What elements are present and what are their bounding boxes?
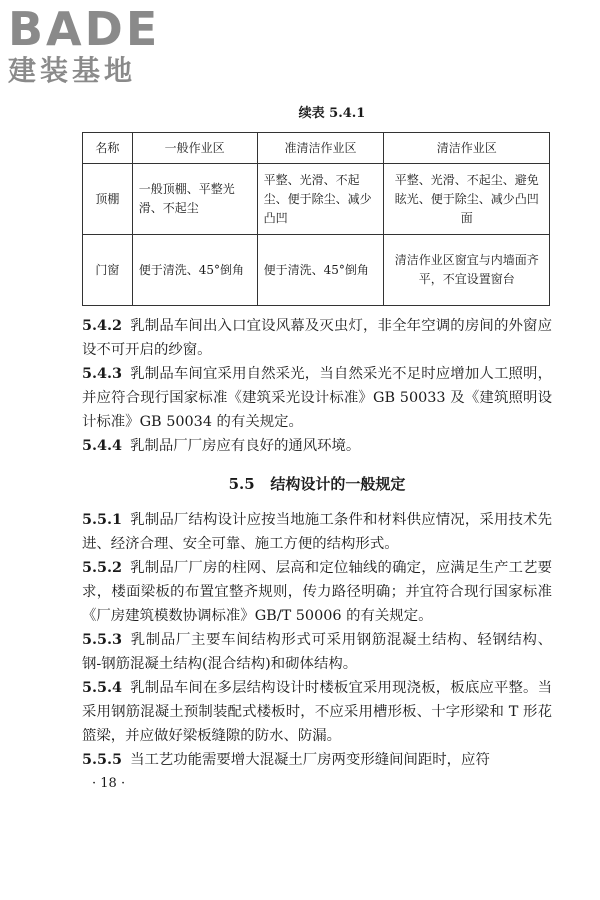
clause	[82, 556, 552, 628]
table-row	[83, 164, 550, 235]
table-header: 清洁作业区	[384, 133, 550, 164]
clause	[82, 628, 552, 676]
table-cell: 平整、光滑、不起尘、避免眩光、便于除尘、减少凸凹面	[384, 164, 550, 235]
table-header: 名称	[83, 133, 133, 164]
logo-subtitle: 建装基地	[8, 54, 137, 87]
clause-number: 5.4.4	[82, 437, 123, 454]
clause-number: 5.4.3	[82, 365, 123, 382]
clause-text: 乳制品车间在多层结构设计时楼板宜采用现浇板，板底应平整。当采用钢筋混凝土预制装配式楼板时，不应采用槽形板、十字形梁和 T 形花篮梁，并应做好梁板缝隙的防水、防漏。	[82, 680, 552, 744]
table-header: 一般作业区	[132, 133, 257, 164]
table-header-row	[83, 133, 550, 164]
section-number: 5.5	[228, 475, 255, 493]
page-content	[82, 104, 552, 791]
clause	[82, 362, 552, 434]
clause-number: 5.5.3	[82, 631, 123, 648]
table-cell: 门窗	[83, 235, 133, 306]
clause-text: 当工艺功能需要增大混凝土厂房两变形缝间间距时，应符	[130, 752, 490, 768]
table-cell: 便于清洗、45°倒角	[132, 235, 257, 306]
section-title: 结构设计的一般规定	[270, 475, 406, 493]
table-cell: 顶棚	[83, 164, 133, 235]
clause-number: 5.4.2	[82, 317, 123, 334]
clause-text: 乳制品车间宜采用自然采光，当自然采光不足时应增加人工照明，并应符合现行国家标准《建筑采光设计标准》GB 50033 及《建筑照明设计标准》GB 50034 的有关规定。	[82, 366, 552, 430]
table-row	[83, 235, 550, 306]
table-caption: 续表 5.4.1	[298, 106, 366, 121]
table-header: 准清洁作业区	[257, 133, 384, 164]
clause	[82, 676, 552, 748]
clause-text: 乳制品车间出入口宜设风幕及灭虫灯，非全年空调的房间的外窗应设不可开启的纱窗。	[82, 318, 552, 358]
clause-text: 乳制品厂结构设计应按当地施工条件和材料供应情况，采用技术先进、经济合理、安全可靠、施工方便的结构形式。	[82, 512, 552, 552]
clauses-5-5	[82, 508, 552, 772]
clause-number: 5.5.5	[82, 751, 123, 768]
section-heading	[82, 472, 552, 496]
clause	[82, 748, 552, 772]
clause-text: 乳制品厂厂房应有良好的通风环境。	[130, 438, 361, 454]
page-number: · 18 ·	[92, 776, 126, 791]
clause-number: 5.5.2	[82, 559, 123, 576]
table-cell: 便于清洗、45°倒角	[257, 235, 384, 306]
clause-number: 5.5.1	[82, 511, 123, 528]
clause-number: 5.5.4	[82, 679, 123, 696]
table-cell: 清洁作业区窗宜与内墙面齐平，不宜设置窗台	[384, 235, 550, 306]
clauses-5-4	[82, 314, 552, 458]
clause-text: 乳制品厂主要车间结构形式可采用钢筋混凝土结构、轻钢结构、钢-钢筋混凝土结构(混合结构)和砌体结构。	[82, 632, 552, 672]
table-cell: 一般顶棚、平整光滑、不起尘	[132, 164, 257, 235]
spec-table	[82, 132, 550, 306]
clause-text: 乳制品厂厂房的柱网、层高和定位轴线的确定，应满足生产工艺要求，楼面梁板的布置宜整齐规则，传力路径明确；并宜符合现行国家标准《厂房建筑模数协调标准》GB/T 50006 的有关规定。	[82, 560, 552, 624]
clause	[82, 434, 552, 458]
logo	[8, 2, 178, 88]
logo-wordmark: BADE	[8, 2, 161, 56]
clause	[82, 508, 552, 556]
clause	[82, 314, 552, 362]
table-cell: 平整、光滑、不起尘、便于除尘、减少凸凹	[257, 164, 384, 235]
